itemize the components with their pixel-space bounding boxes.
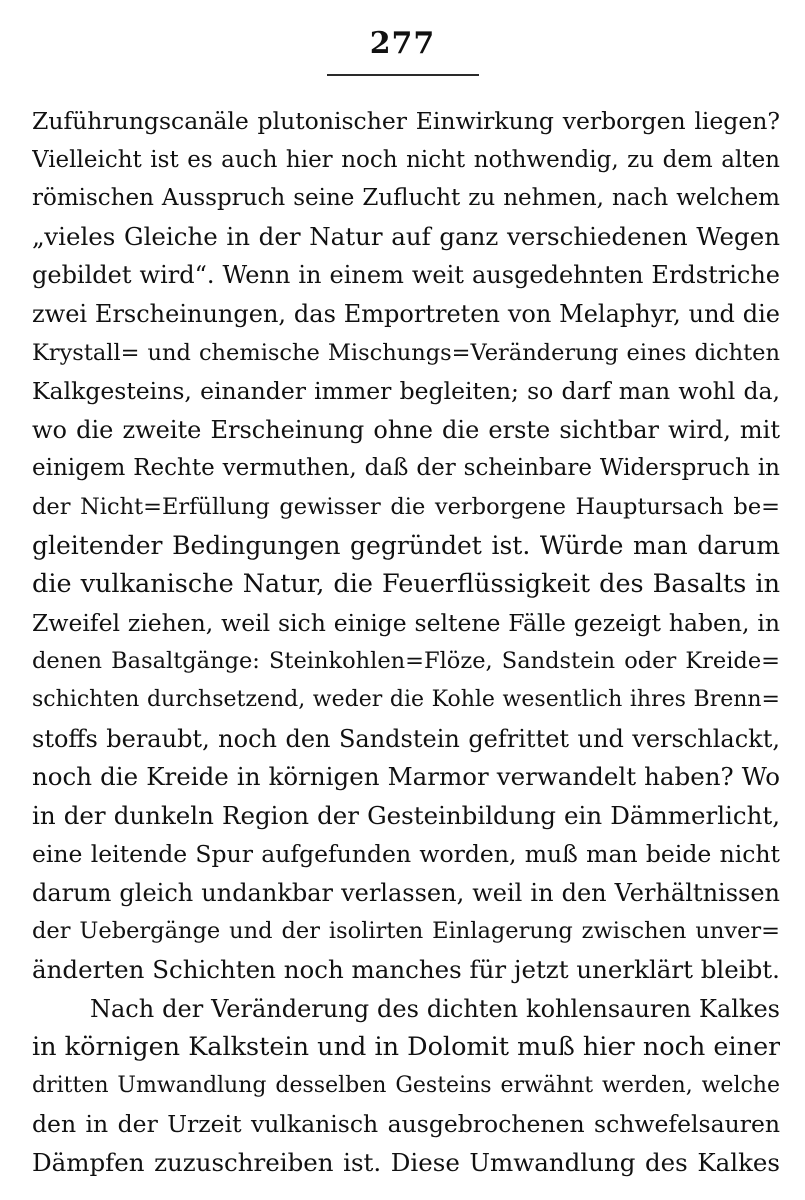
text-line: stoffs beraubt, noch den Sandstein gefrittet und verschlackt, xyxy=(32,724,780,753)
text-line: Zuführungscanäle plutonischer Einwirkung verborgen liegen? xyxy=(32,107,780,135)
text-line: Nach der Veränderung des dichten kohlensauren Kalkes xyxy=(90,994,780,1023)
text-line: zwei Erscheinungen, das Emportreten von Melaphyr, und die xyxy=(32,299,780,328)
body-text xyxy=(32,102,780,1183)
text-line: Krystall= und chemische Mischungs=Veränderung eines dichten xyxy=(32,339,780,366)
text-line: einigem Rechte vermuthen, daß der scheinbare Widerspruch in xyxy=(32,455,780,482)
text-line: darum gleich undankbar verlassen, weil in den Verhältnissen xyxy=(32,878,780,907)
header-rule xyxy=(327,74,479,76)
text-line: Vielleicht ist es auch hier noch nicht nothwendig, zu dem alten xyxy=(32,146,780,173)
text-line: in der dunkeln Region der Gesteinbildung ein Dämmerlicht, xyxy=(32,800,780,830)
text-line: „vieles Gleiche in der Natur auf ganz verschiedenen Wegen xyxy=(32,221,780,251)
text-line: Dämpfen zuzuschreiben ist. Diese Umwandlung des Kalkes xyxy=(32,1148,780,1178)
paragraph-1 xyxy=(32,102,780,990)
text-line: der Nicht=Erfüllung gewisser die verborgene Hauptursach be= xyxy=(32,493,780,520)
text-line: römischen Ausspruch seine Zuflucht zu nehmen, nach welchem xyxy=(32,185,780,212)
text-line: eine leitende Spur aufgefunden worden, muß man beide nicht xyxy=(32,840,780,869)
text-line: in körnigen Kalkstein und in Dolomit muß hier noch einer xyxy=(32,1032,780,1063)
text-line: dritten Umwandlung desselben Gesteins erwähnt werden, welche xyxy=(32,1072,780,1098)
text-line: wo die zweite Erscheinung ohne die erste sichtbar wird, mit xyxy=(32,415,780,444)
text-line: Zweifel ziehen, weil sich einige seltene Fälle gezeigt haben, in xyxy=(32,608,780,637)
page-number: 277 xyxy=(369,26,436,61)
text-line: die vulkanische Natur, die Feuerflüssigkeit des Basalts in xyxy=(32,569,780,600)
text-line: noch die Kreide in körnigen Marmor verwandelt haben? Wo xyxy=(32,762,780,792)
text-line: änderten Schichten noch manches für jetzt unerklärt bleibt. xyxy=(32,955,780,985)
text-line: den in der Urzeit vulkanisch ausgebrochenen schwefelsauren xyxy=(32,1110,780,1139)
text-line: der Uebergänge und der isolirten Einlagerung zwischen unver= xyxy=(32,918,780,945)
text-line: schichten durchsetzend, weder die Kohle wesentlich ihres Brenn= xyxy=(32,686,780,712)
text-line: denen Basaltgänge: Steinkohlen=Flöze, Sandstein oder Kreide= xyxy=(32,648,780,675)
text-line: gleitender Bedingungen gegründet ist. Würde man darum xyxy=(32,530,780,560)
text-line: gebildet wird“. Wenn in einem weit ausgedehnten Erdstriche xyxy=(32,261,780,290)
paragraph-2 xyxy=(32,990,780,1183)
text-line: Kalkgesteins, einander immer begleiten; so darf man wohl da, xyxy=(32,377,780,406)
